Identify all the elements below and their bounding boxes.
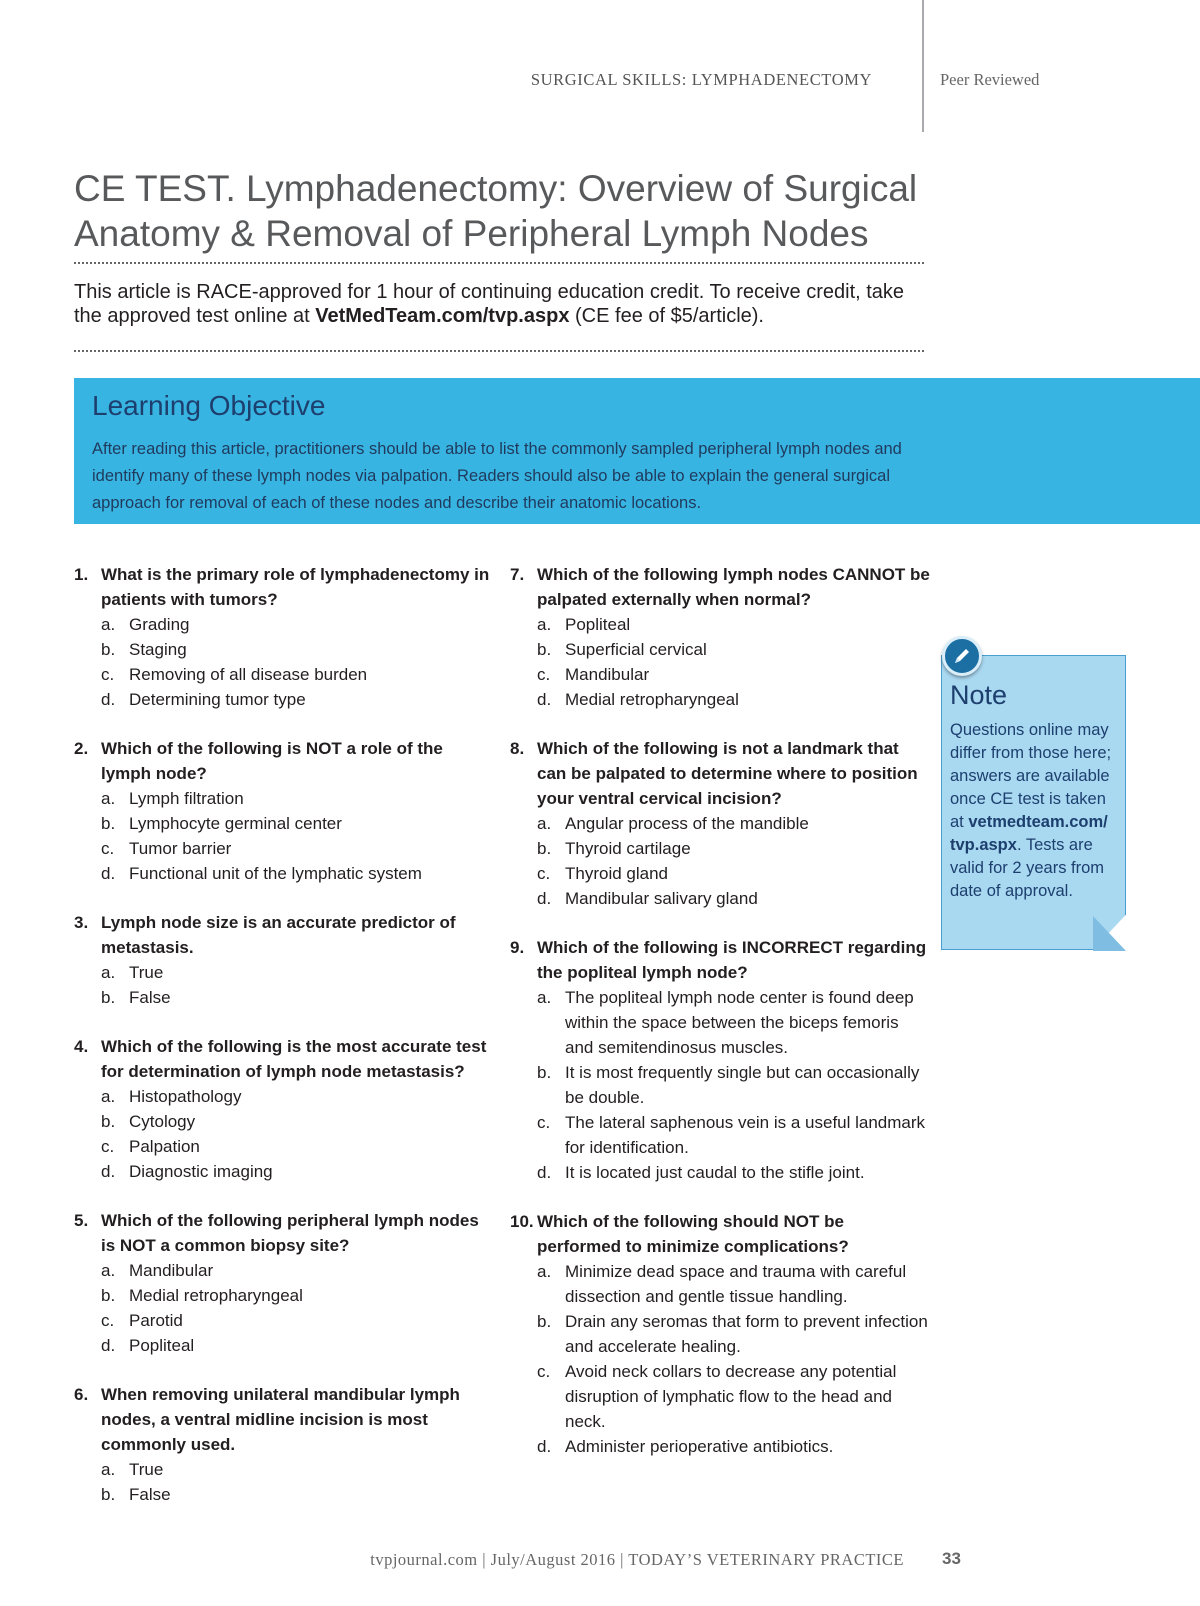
header-section-title: SURGICAL SKILLS: LYMPHADENECTOMY: [530, 70, 872, 89]
question-number: 10.: [510, 1212, 534, 1231]
title-divider: [74, 262, 924, 264]
answer-option: [74, 1283, 494, 1308]
learning-objective-text: After reading this article, practitioners should be able to list the commonly sampled peripheral lymph nodes and identify many of these lymph nodes via palpation. Readers should also be able to explain the general surgical approach for removal of each of these nodes and describe their anatomic locations.: [92, 440, 902, 512]
learning-objective-box: [74, 378, 1200, 524]
answer-option: [510, 637, 930, 662]
answer-option: [74, 786, 494, 811]
answer-option: [510, 1434, 930, 1459]
option-text: Drain any seromas that form to prevent infection and accelerate healing.: [565, 1312, 928, 1356]
option-text: Functional unit of the lymphatic system: [129, 864, 422, 883]
option-text: Histopathology: [129, 1087, 242, 1106]
question-number: 8.: [510, 739, 525, 758]
note-text-before: Questions online may differ from those here; answers are available once CE test is taken at: [950, 721, 1112, 831]
option-text: Medial retropharyngeal: [565, 690, 739, 709]
option-letter: b.: [537, 839, 552, 858]
intro-paragraph: [74, 280, 934, 328]
answer-options: [74, 786, 494, 886]
option-text: Mandibular: [565, 665, 650, 684]
answer-option: [74, 1084, 494, 1109]
option-text: Popliteal: [129, 1336, 195, 1355]
intro-text-after: (CE fee of $5/article).: [569, 305, 764, 327]
option-text: It is most frequently single but can occasionally be double.: [565, 1063, 920, 1107]
answer-option: [74, 637, 494, 662]
option-text: Parotid: [129, 1311, 183, 1330]
answer-option: [74, 1333, 494, 1358]
option-letter: b.: [101, 988, 116, 1007]
question-5: [74, 1208, 494, 1358]
option-text: Avoid neck collars to decrease any potential disruption of lymphatic flow to the head and neck.: [565, 1362, 897, 1431]
option-letter: d.: [537, 690, 552, 709]
question-8: [510, 736, 930, 911]
answer-option: [510, 687, 930, 712]
option-text: Popliteal: [565, 615, 631, 634]
answer-option: [74, 836, 494, 861]
answer-option: [74, 1109, 494, 1134]
option-letter: d.: [537, 1437, 552, 1456]
option-letter: b.: [537, 1312, 552, 1331]
question-text: When removing unilateral mandibular lymph nodes, a ventral midline incision is most commonly used.: [101, 1385, 460, 1454]
option-letter: c.: [101, 1137, 115, 1156]
note-fold: [1093, 916, 1126, 951]
answer-options: [74, 1457, 494, 1507]
answer-option: [74, 1308, 494, 1333]
question-text: Which of the following peripheral lymph nodes is NOT a common biopsy site?: [101, 1211, 479, 1255]
questions-left-column: [74, 562, 494, 1531]
option-text: Superficial cervical: [565, 640, 707, 659]
option-letter: d.: [101, 1336, 116, 1355]
answer-option: [510, 1259, 930, 1309]
option-text: The lateral saphenous vein is a useful landmark for identification.: [565, 1113, 926, 1157]
question-text: Which of the following is INCORRECT regarding the popliteal lymph node?: [537, 938, 927, 982]
answer-option: [74, 662, 494, 687]
question-6: [74, 1382, 494, 1507]
option-text: Thyroid cartilage: [565, 839, 691, 858]
option-letter: c.: [537, 665, 551, 684]
answer-option: [510, 1110, 930, 1160]
option-text: Grading: [129, 615, 190, 634]
option-text: True: [129, 1460, 164, 1479]
answer-option: [510, 836, 930, 861]
question-number: 2.: [74, 739, 89, 758]
question-7: [510, 562, 930, 712]
option-text: Diagnostic imaging: [129, 1162, 273, 1181]
question-text: Which of the following is NOT a role of the lymph node?: [101, 739, 443, 783]
option-text: Cytology: [129, 1112, 196, 1131]
option-text: Tumor barrier: [129, 839, 232, 858]
option-letter: b.: [537, 1063, 552, 1082]
note-title: Note: [950, 680, 1008, 710]
option-letter: b.: [101, 1112, 116, 1131]
option-text: Angular process of the mandible: [565, 814, 809, 833]
option-letter: b.: [101, 640, 116, 659]
answer-option: [74, 1457, 494, 1482]
option-letter: d.: [101, 1162, 116, 1181]
option-text: Staging: [129, 640, 187, 659]
option-letter: a.: [537, 615, 552, 634]
answer-options: [510, 1259, 930, 1459]
intro-text-before: This article is RACE-approved for 1 hour of continuing education credit. To receive credit, take the approved test online at: [74, 281, 905, 327]
option-text: Removing of all disease burden: [129, 665, 368, 684]
option-letter: c.: [101, 839, 115, 858]
answer-option: [74, 612, 494, 637]
answer-option: [74, 960, 494, 985]
option-text: Minimize dead space and trauma with careful dissection and gentle tissue handling.: [565, 1262, 907, 1306]
question-number: 4.: [74, 1037, 89, 1056]
question-text: Which of the following is not a landmark that can be palpated to determine where to position your ventral cervical incision?: [537, 739, 918, 808]
answer-options: [510, 811, 930, 911]
pencil-icon-graphic: [945, 639, 979, 673]
answer-option: [510, 1160, 930, 1185]
question-number: 6.: [74, 1385, 89, 1404]
question-number: 5.: [74, 1211, 89, 1230]
peer-reviewed-label: Peer Reviewed: [940, 70, 1040, 89]
option-letter: a.: [101, 1460, 116, 1479]
page-title: CE TEST. Lymphadenectomy: Overview of Surgical Anatomy & Removal of Peripheral Lymph Nodes: [74, 168, 918, 254]
question-number: 3.: [74, 913, 89, 932]
option-letter: d.: [101, 864, 116, 883]
option-text: Medial retropharyngeal: [129, 1286, 303, 1305]
questions-right-column: [510, 562, 930, 1483]
option-text: Lymphocyte germinal center: [129, 814, 342, 833]
intro-divider: [74, 350, 924, 352]
option-letter: c.: [537, 864, 551, 883]
footer-text: tvpjournal.com | July/August 2016 | TODAY’S VETERINARY PRACTICE: [370, 1550, 904, 1569]
option-text: It is located just caudal to the stifle joint.: [565, 1163, 865, 1182]
note-text: [950, 719, 1122, 903]
answer-option: [74, 1482, 494, 1507]
option-text: Lymph filtration: [129, 789, 244, 808]
option-letter: d.: [537, 1163, 552, 1182]
question-9: [510, 935, 930, 1185]
option-text: False: [129, 988, 171, 1007]
option-letter: b.: [101, 1485, 116, 1504]
option-letter: a.: [537, 814, 552, 833]
option-letter: c.: [101, 1311, 115, 1330]
option-text: True: [129, 963, 164, 982]
option-text: Administer perioperative antibiotics.: [565, 1437, 834, 1456]
option-letter: b.: [101, 1286, 116, 1305]
option-letter: b.: [101, 814, 116, 833]
question-number: 7.: [510, 565, 525, 584]
answer-option: [510, 811, 930, 836]
option-letter: c.: [101, 665, 115, 684]
option-letter: a.: [101, 615, 116, 634]
option-letter: a.: [101, 963, 116, 982]
question-3: [74, 910, 494, 1010]
ce-test-link[interactable]: VetMedTeam.com/tvp.aspx: [315, 305, 570, 327]
question-text: Which of the following should NOT be performed to minimize complications?: [537, 1212, 849, 1256]
option-text: Determining tumor type: [129, 690, 306, 709]
answer-option: [510, 886, 930, 911]
answer-option: [510, 662, 930, 687]
answer-option: [510, 985, 930, 1060]
pencil-icon: [942, 636, 982, 676]
answer-option: [74, 861, 494, 886]
question-1: [74, 562, 494, 712]
answer-option: [74, 687, 494, 712]
answer-option: [74, 1258, 494, 1283]
answer-option: [510, 1359, 930, 1434]
note-text-after: . Tests are valid for 2 years from date of approval.: [950, 836, 1105, 900]
answer-option: [510, 1309, 930, 1359]
answer-option: [510, 861, 930, 886]
option-text: Mandibular: [129, 1261, 214, 1280]
option-text: Mandibular salivary gland: [565, 889, 758, 908]
option-letter: c.: [537, 1362, 551, 1381]
answer-option: [510, 1060, 930, 1110]
answer-option: [74, 985, 494, 1010]
question-text: Which of the following lymph nodes CANNOT be palpated externally when normal?: [537, 565, 930, 609]
option-text: The popliteal lymph node center is found deep within the space between the biceps femoris and semitendinosus muscles.: [565, 988, 914, 1057]
option-letter: a.: [101, 1087, 116, 1106]
option-text: Thyroid gland: [565, 864, 669, 883]
question-text: Lymph node size is an accurate predictor of metastasis.: [101, 913, 456, 957]
question-text: What is the primary role of lymphadenectomy in patients with tumors?: [101, 565, 490, 609]
question-number: 1.: [74, 565, 89, 584]
header-divider: [922, 0, 924, 132]
answer-options: [510, 985, 930, 1185]
answer-options: [74, 960, 494, 1010]
option-letter: a.: [101, 1261, 116, 1280]
option-letter: a.: [101, 789, 116, 808]
learning-objective-title: Learning Objective: [92, 390, 326, 421]
answer-options: [74, 1084, 494, 1184]
option-letter: c.: [537, 1113, 551, 1132]
question-4: [74, 1034, 494, 1184]
option-letter: d.: [537, 889, 552, 908]
option-letter: d.: [101, 690, 116, 709]
question-10: [510, 1209, 930, 1459]
answer-options: [510, 612, 930, 712]
question-2: [74, 736, 494, 886]
answer-options: [74, 1258, 494, 1358]
option-text: Palpation: [129, 1137, 200, 1156]
note-link[interactable]: vetmedteam.com/ tvp.aspx: [950, 813, 1108, 854]
answer-option: [510, 612, 930, 637]
option-text: False: [129, 1485, 171, 1504]
answer-option: [74, 811, 494, 836]
answer-option: [74, 1159, 494, 1184]
answer-option: [74, 1134, 494, 1159]
question-text: Which of the following is the most accurate test for determination of lymph node metastasis?: [101, 1037, 487, 1081]
answer-options: [74, 612, 494, 712]
option-letter: b.: [537, 640, 552, 659]
option-letter: a.: [537, 988, 552, 1007]
page-number: 33: [942, 1549, 961, 1568]
option-letter: a.: [537, 1262, 552, 1281]
question-number: 9.: [510, 938, 525, 957]
